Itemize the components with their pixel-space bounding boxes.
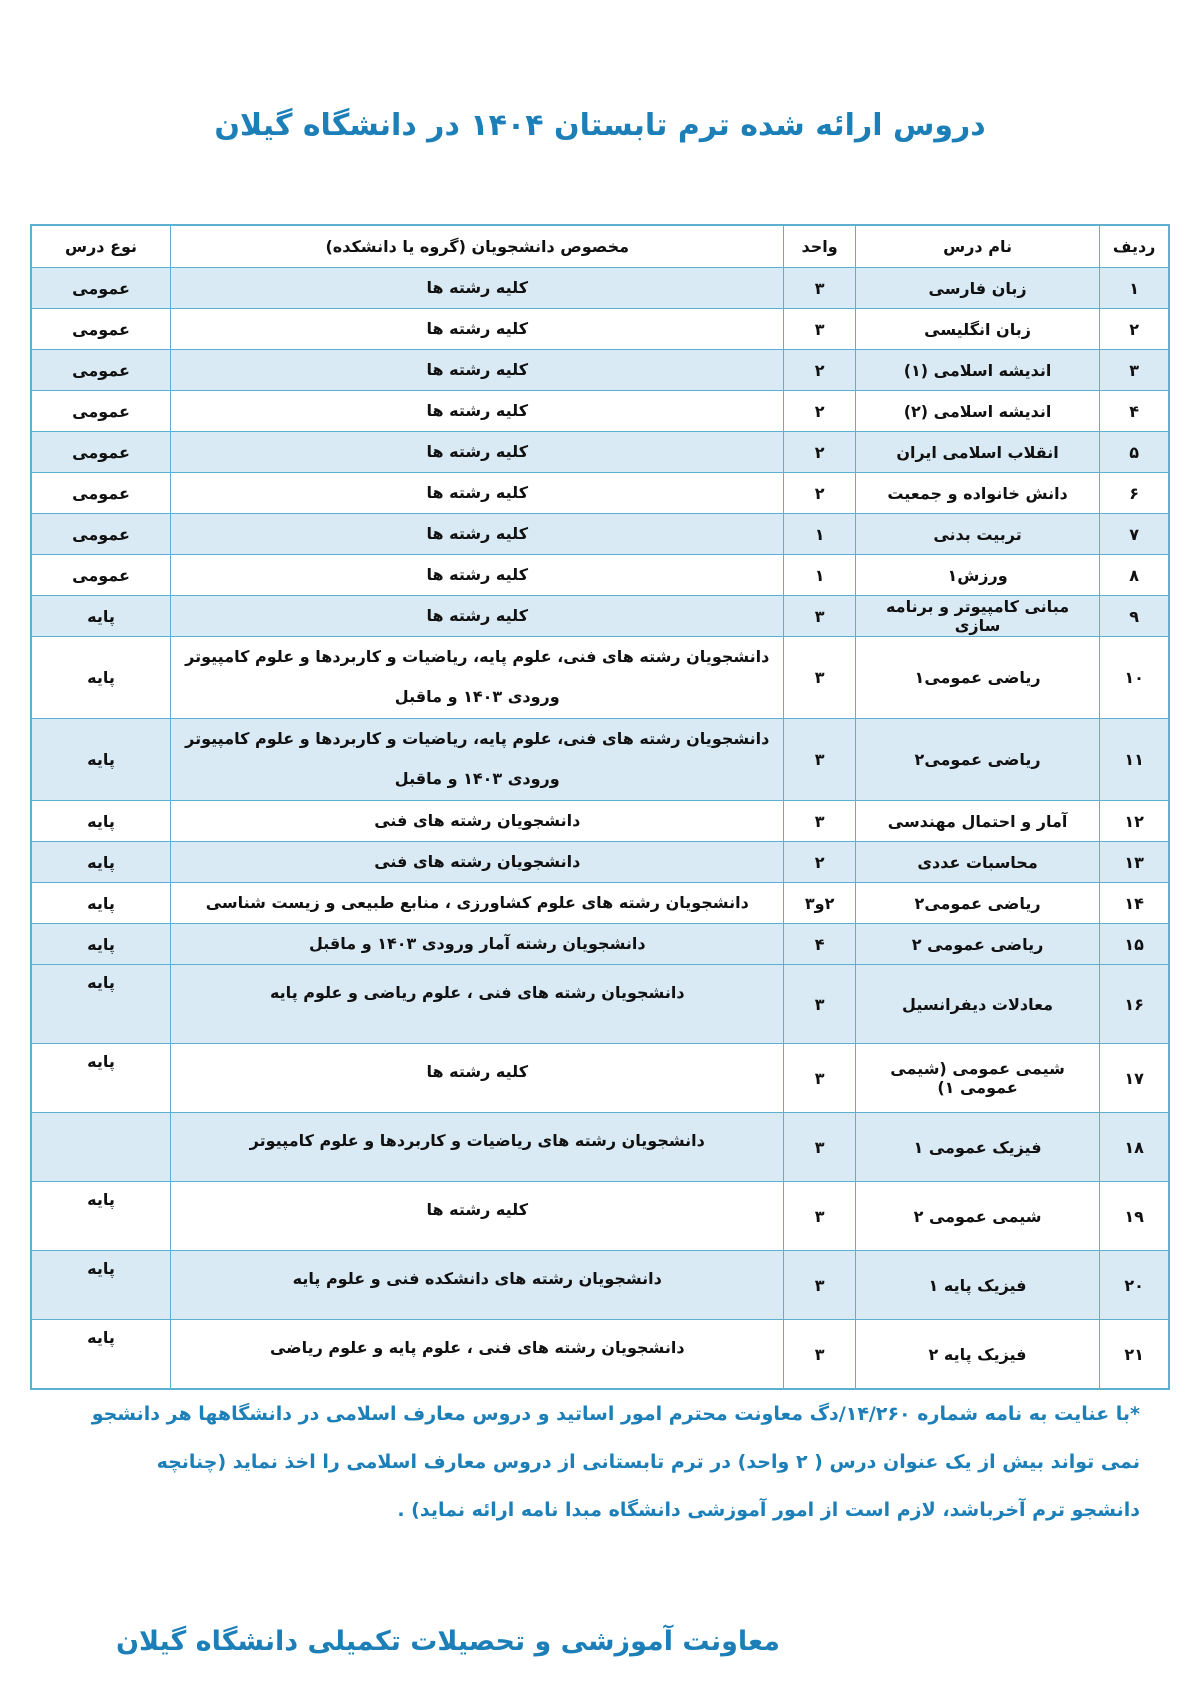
cell-row-number: ۱۳ (1100, 842, 1169, 883)
cell-course-type: پایه (31, 596, 171, 637)
cell-course-type: پایه (31, 1320, 171, 1390)
cell-audience: دانشجویان رشته های فنی (171, 842, 784, 883)
cell-audience: کلیه رشته ها (171, 432, 784, 473)
table-row (31, 637, 1169, 719)
cell-row-number: ۱۹ (1100, 1182, 1169, 1251)
cell-row-number: ۶ (1100, 473, 1169, 514)
table-row (31, 719, 1169, 801)
cell-course-type: عمومی (31, 555, 171, 596)
cell-units: ۳ (784, 1320, 855, 1390)
cell-audience: کلیه رشته ها (171, 555, 784, 596)
cell-course-type: پایه (31, 1044, 171, 1113)
cell-audience: کلیه رشته ها (171, 350, 784, 391)
cell-course-name: زبان انگلیسی (855, 309, 1099, 350)
cell-course-name: فیزیک عمومی ۱ (855, 1113, 1099, 1182)
cell-course-type: پایه (31, 1182, 171, 1251)
cell-course-type: عمومی (31, 268, 171, 309)
table-row (31, 924, 1169, 965)
cell-row-number: ۲ (1100, 309, 1169, 350)
table-row (31, 514, 1169, 555)
cell-row-number: ۴ (1100, 391, 1169, 432)
cell-course-name: شیمی عمومی (شیمی عمومی ۱) (855, 1044, 1099, 1113)
cell-audience: دانشجویان رشته های فنی، علوم پایه، ریاضیات و کاربردها و علوم کامپیوتر ورودی ۱۴۰۳ و ماقبل (171, 637, 784, 719)
cell-course-name: اندیشه اسلامی (۲) (855, 391, 1099, 432)
cell-course-name: مبانی کامپیوتر و برنامه سازی (855, 596, 1099, 637)
table-row (31, 1182, 1169, 1251)
cell-audience: کلیه رشته ها (171, 1044, 784, 1113)
cell-course-name: فیزیک پایه ۲ (855, 1320, 1099, 1390)
cell-course-type: پایه (31, 842, 171, 883)
table-row (31, 842, 1169, 883)
cell-units: ۳ (784, 268, 855, 309)
header-units: واحد (784, 225, 855, 268)
cell-course-name: محاسبات عددی (855, 842, 1099, 883)
cell-row-number: ۱ (1100, 268, 1169, 309)
page-title: دروس ارائه شده ترم تابستان ۱۴۰۴ در دانشگاه گیلان (214, 108, 986, 143)
table-row (31, 1320, 1169, 1390)
notice-text: *با عنایت به نامه شماره ۱۴/۲۶۰/دگ معاونت محترم امور اساتید و دروس معارف اسلامی در دانشگاهها هر دانشجو نمی تواند بیش از یک عنوان درس ( ۲ واحد) در ترم تابستانی از دروس معارف اسلامی را اخذ نماید (چنانچه دانشجو ترم آخرباشد، لازم است از امور آموزشی دانشگاه مبدا نامه ارائه نماید) . (91, 1403, 1140, 1521)
cell-row-number: ۸ (1100, 555, 1169, 596)
cell-units: ۳ (784, 309, 855, 350)
cell-course-name: اندیشه اسلامی (۱) (855, 350, 1099, 391)
cell-units: ۲ (784, 350, 855, 391)
cell-course-name: زبان فارسی (855, 268, 1099, 309)
cell-audience: کلیه رشته ها (171, 391, 784, 432)
cell-audience: کلیه رشته ها (171, 596, 784, 637)
cell-units: ۳ (784, 719, 855, 801)
cell-units: ۲ (784, 432, 855, 473)
table-row (31, 801, 1169, 842)
cell-row-number: ۹ (1100, 596, 1169, 637)
table-row (31, 596, 1169, 637)
cell-audience: دانشجویان رشته های فنی ، علوم ریاضی و علوم پایه (171, 965, 784, 1044)
cell-row-number: ۱۴ (1100, 883, 1169, 924)
cell-row-number: ۲۱ (1100, 1320, 1169, 1390)
cell-course-name: ریاضی عمومی ۲ (855, 924, 1099, 965)
cell-audience: دانشجویان رشته آمار ورودی ۱۴۰۳ و ماقبل (171, 924, 784, 965)
cell-units: ۱ (784, 555, 855, 596)
cell-course-type: پایه (31, 965, 171, 1044)
cell-course-type (31, 1113, 171, 1182)
cell-audience: دانشجویان رشته های فنی ، علوم پایه و علوم ریاضی (171, 1320, 784, 1390)
cell-course-type: عمومی (31, 391, 171, 432)
cell-course-name: ورزش۱ (855, 555, 1099, 596)
table-row (31, 883, 1169, 924)
cell-course-type: پایه (31, 637, 171, 719)
cell-course-name: معادلات دیفرانسیل (855, 965, 1099, 1044)
table-row (31, 391, 1169, 432)
cell-row-number: ۵ (1100, 432, 1169, 473)
cell-audience: دانشجویان رشته های علوم کشاورزی ، منابع طبیعی و زیست شناسی (171, 883, 784, 924)
cell-row-number: ۱۶ (1100, 965, 1169, 1044)
cell-course-name: فیزیک پایه ۱ (855, 1251, 1099, 1320)
cell-course-type: عمومی (31, 432, 171, 473)
cell-units: ۳ (784, 1113, 855, 1182)
table-row (31, 1113, 1169, 1182)
table-row (31, 268, 1169, 309)
table-row (31, 473, 1169, 514)
footer-organization: معاونت آموزشی و تحصیلات تکمیلی دانشگاه گیلان (115, 1626, 780, 1657)
table-row (31, 350, 1169, 391)
cell-course-name: ریاضی عمومی۱ (855, 637, 1099, 719)
header-course-name: نام درس (855, 225, 1099, 268)
cell-row-number: ۱۷ (1100, 1044, 1169, 1113)
table-row (31, 555, 1169, 596)
cell-course-type: عمومی (31, 309, 171, 350)
table-row (31, 309, 1169, 350)
cell-audience: کلیه رشته ها (171, 309, 784, 350)
cell-row-number: ۱۵ (1100, 924, 1169, 965)
cell-units: ۳ (784, 1251, 855, 1320)
table-row (31, 1251, 1169, 1320)
cell-course-name: شیمی عمومی ۲ (855, 1182, 1099, 1251)
cell-row-number: ۱۱ (1100, 719, 1169, 801)
cell-audience: دانشجویان رشته های فنی، علوم پایه، ریاضیات و کاربردها و علوم کامپیوتر ورودی ۱۴۰۳ و ماقبل (171, 719, 784, 801)
cell-audience: کلیه رشته ها (171, 1182, 784, 1251)
cell-course-type: پایه (31, 801, 171, 842)
cell-audience: کلیه رشته ها (171, 473, 784, 514)
cell-row-number: ۷ (1100, 514, 1169, 555)
cell-units: ۱ (784, 514, 855, 555)
cell-course-type: عمومی (31, 514, 171, 555)
cell-row-number: ۲۰ (1100, 1251, 1169, 1320)
cell-row-number: ۱۸ (1100, 1113, 1169, 1182)
table-row (31, 432, 1169, 473)
cell-course-name: دانش خانواده و جمعیت (855, 473, 1099, 514)
table-row (31, 965, 1169, 1044)
cell-units: ۳ (784, 596, 855, 637)
cell-row-number: ۱۲ (1100, 801, 1169, 842)
header-audience: مخصوص دانشجویان (گروه یا دانشکده) (171, 225, 784, 268)
header-row-number: ردیف (1100, 225, 1169, 268)
cell-course-type: پایه (31, 924, 171, 965)
cell-units: ۴ (784, 924, 855, 965)
cell-audience: کلیه رشته ها (171, 514, 784, 555)
cell-course-name: انقلاب اسلامی ایران (855, 432, 1099, 473)
cell-course-type: پایه (31, 719, 171, 801)
cell-units: ۳ (784, 965, 855, 1044)
cell-audience: دانشجویان رشته های ریاضیات و کاربردها و علوم کامپیوتر (171, 1113, 784, 1182)
cell-course-name: ریاضی عمومی۲ (855, 883, 1099, 924)
cell-course-name: تربیت بدنی (855, 514, 1099, 555)
cell-audience: دانشجویان رشته های فنی (171, 801, 784, 842)
cell-units: ۲و۳ (784, 883, 855, 924)
cell-audience: کلیه رشته ها (171, 268, 784, 309)
cell-course-type: پایه (31, 883, 171, 924)
table-header-row (31, 225, 1169, 268)
cell-course-name: ریاضی عمومی۲ (855, 719, 1099, 801)
cell-units: ۳ (784, 801, 855, 842)
cell-units: ۳ (784, 1044, 855, 1113)
cell-course-type: پایه (31, 1251, 171, 1320)
courses-table (30, 224, 1170, 1390)
cell-units: ۳ (784, 1182, 855, 1251)
cell-row-number: ۱۰ (1100, 637, 1169, 719)
cell-course-type: عمومی (31, 473, 171, 514)
cell-units: ۲ (784, 391, 855, 432)
header-course-type: نوع درس (31, 225, 171, 268)
cell-audience: دانشجویان رشته های دانشکده فنی و علوم پایه (171, 1251, 784, 1320)
cell-course-name: آمار و احتمال مهندسی (855, 801, 1099, 842)
cell-course-type: عمومی (31, 350, 171, 391)
cell-units: ۳ (784, 637, 855, 719)
table-row (31, 1044, 1169, 1113)
cell-row-number: ۳ (1100, 350, 1169, 391)
cell-units: ۲ (784, 473, 855, 514)
cell-units: ۲ (784, 842, 855, 883)
